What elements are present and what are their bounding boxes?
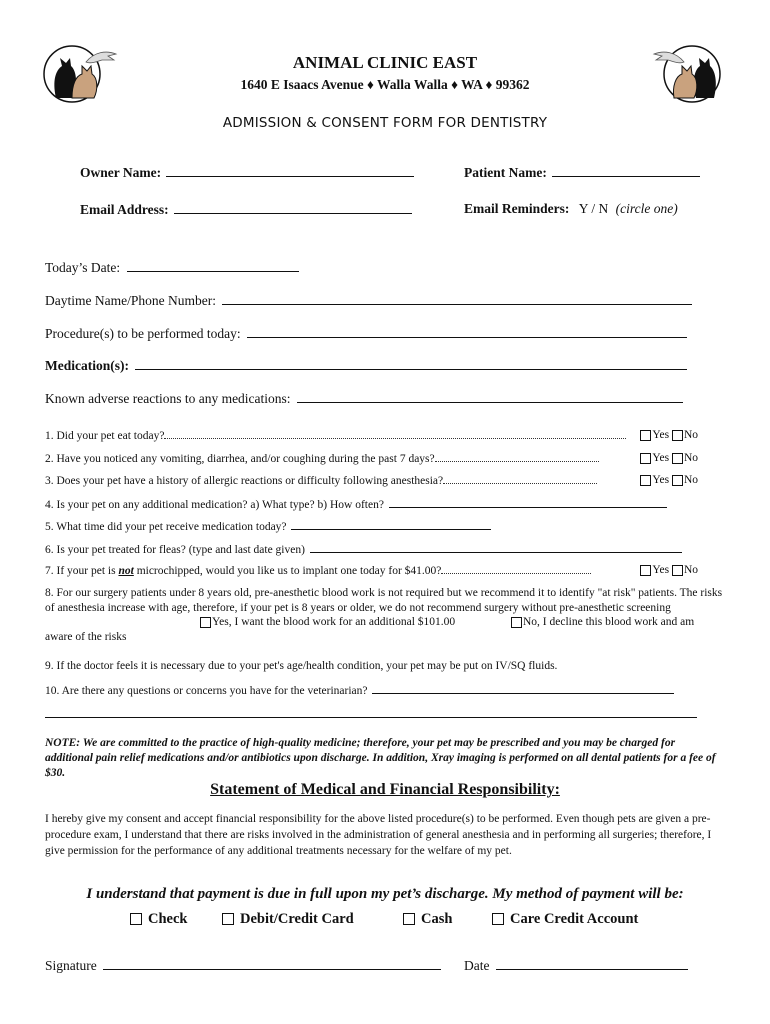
q3-yes-label: Yes — [652, 474, 670, 486]
payment-care-credit-checkbox[interactable] — [492, 913, 504, 925]
statement-title: Statement of Medical and Financial Responsibility: — [210, 781, 560, 798]
question-6-line[interactable] — [310, 542, 682, 553]
q8-tail: aware of the risks — [45, 631, 127, 643]
q8-yes-checkbox[interactable] — [200, 617, 211, 628]
q1-yes-checkbox[interactable] — [640, 430, 651, 441]
payment-check-label: Check — [148, 911, 188, 927]
owner-name-field — [80, 164, 414, 181]
question-9: 9. If the doctor feels it is necessary due to your pet's age/health condition, your pet may be put on IV/SQ fluids. — [45, 660, 558, 672]
email-reminders-options[interactable]: Y / N — [578, 201, 609, 216]
question-1 — [45, 429, 626, 442]
clinic-address: 1640 E Isaacs Avenue ♦ Walla Walla ♦ WA ♦ 99362 — [240, 77, 530, 92]
note-text: NOTE: We are committed to the practice of high-quality medicine; therefore, your pet may be prescribed and you may be charged for additional pain relief medications and/or antibiotics upon discharge. In addition, Xray imaging is performed on all dental patients for a fee of $30. — [45, 737, 716, 779]
medications-line[interactable] — [135, 357, 687, 370]
procedures-label: Procedure(s) to be performed today: — [45, 326, 241, 341]
patient-name-line[interactable] — [552, 164, 700, 177]
date-label: Date — [464, 958, 490, 973]
medications-label: Medication(s): — [45, 358, 129, 373]
email-address-field — [80, 201, 412, 218]
question-2 — [45, 452, 599, 465]
question-4-text: 4. Is your pet on any additional medication? a) What type? b) How often? — [45, 499, 384, 511]
owner-name-label: Owner Name: — [80, 165, 162, 180]
signature-line[interactable] — [103, 957, 441, 970]
q8-yes-label: Yes, I want the blood work for an additional $101.00 — [212, 616, 456, 628]
q7-no-label: No — [683, 564, 698, 576]
email-address-label: Email Address: — [80, 202, 169, 217]
question-3-options — [640, 474, 698, 486]
question-1-text: 1. Did your pet eat today? — [45, 430, 165, 442]
email-reminders-hint: (circle one) — [615, 201, 678, 216]
q3-yes-checkbox[interactable] — [640, 475, 651, 486]
question-10 — [45, 683, 674, 697]
daytime-phone-field — [45, 292, 692, 309]
question-2-text: 2. Have you noticed any vomiting, diarrhea, and/or coughing during the past 7 days? — [45, 453, 435, 465]
owner-name-line[interactable] — [166, 164, 414, 177]
question-1-options — [640, 429, 698, 441]
payment-care-credit-option[interactable] — [492, 911, 638, 928]
question-7-not: not — [118, 565, 134, 577]
payment-cash-option[interactable] — [403, 911, 452, 928]
payment-card-option[interactable] — [222, 911, 354, 928]
question-2-options — [640, 452, 698, 464]
question-7 — [45, 564, 591, 577]
daytime-phone-line[interactable] — [222, 292, 692, 305]
q8-no-option — [511, 616, 694, 628]
payment-cash-checkbox[interactable] — [403, 913, 415, 925]
question-6 — [45, 542, 682, 556]
clinic-name: ANIMAL CLINIC EAST — [292, 53, 478, 72]
adverse-reactions-line[interactable] — [297, 390, 683, 403]
date-field — [464, 957, 688, 974]
q3-no-label: No — [683, 474, 698, 486]
date-line[interactable] — [496, 957, 688, 970]
question-10-text: 10. Are there any questions or concerns you have for the veterinarian? — [45, 685, 368, 697]
q2-yes-label: Yes — [652, 452, 670, 464]
q8-no-checkbox[interactable] — [511, 617, 522, 628]
question-7-options — [640, 564, 698, 576]
signature-label: Signature — [45, 958, 97, 973]
q1-no-checkbox[interactable] — [672, 430, 683, 441]
payment-card-checkbox[interactable] — [222, 913, 234, 925]
payment-title: I understand that payment is due in full upon my pet’s discharge. My method of payment will be: — [86, 886, 684, 902]
procedures-line[interactable] — [247, 325, 687, 338]
todays-date-field — [45, 259, 299, 276]
question-5-line[interactable] — [291, 519, 491, 530]
q3-no-checkbox[interactable] — [672, 475, 683, 486]
q2-yes-checkbox[interactable] — [640, 453, 651, 464]
question-8-text: 8. For our surgery patients under 8 years old, pre-anesthetic blood work is not required but we recommend it to identify "at risk" patients. The risks of anesthesia increase with age, therefore, if your pet is 8 years or older, we do not recommend surgery without pre-anesthetic screening — [45, 587, 723, 614]
q7-yes-label: Yes — [652, 564, 670, 576]
question-4 — [45, 497, 667, 511]
medications-field — [45, 357, 687, 374]
payment-care-credit-label: Care Credit Account — [510, 911, 639, 927]
question-5-text: 5. What time did your pet receive medication today? — [45, 521, 287, 533]
question-7-text-pre: 7. If your pet is — [45, 565, 119, 577]
question-7-text-post: microchipped, would you like us to implant one today for $41.00? — [133, 565, 442, 577]
q8-yes-option — [200, 616, 455, 628]
q1-yes-label: Yes — [652, 429, 670, 441]
todays-date-line[interactable] — [127, 259, 299, 272]
question-3-text: 3. Does your pet have a history of allergic reactions or difficulty following anesthesia? — [45, 475, 444, 487]
statement-body: I hereby give my consent and accept financial responsibility for the above listed procedure(s) to be performed. Even though pets are given a pre-procedure exam, I understand that there are risks involved in the administration of general anesthesia and in performing all surgeries; therefore, I give permission for the performance of any additional treatments necessary for the welfare of my pet. — [45, 813, 712, 857]
question-10-extra-line[interactable] — [45, 705, 697, 718]
todays-date-label: Today’s Date: — [45, 260, 121, 275]
payment-check-checkbox[interactable] — [130, 913, 142, 925]
q8-no-label: No, I decline this blood work and am — [523, 616, 695, 628]
signature-field — [45, 957, 441, 974]
question-4-line[interactable] — [389, 497, 667, 508]
email-reminders-field — [464, 201, 678, 217]
q7-no-checkbox[interactable] — [672, 565, 683, 576]
payment-check-option[interactable] — [130, 911, 187, 928]
payment-card-label: Debit/Credit Card — [240, 911, 354, 927]
patient-name-field — [464, 164, 700, 181]
email-reminders-label: Email Reminders: — [464, 201, 570, 216]
adverse-reactions-label: Known adverse reactions to any medications: — [45, 391, 291, 406]
patient-name-label: Patient Name: — [464, 165, 547, 180]
procedures-field — [45, 325, 687, 342]
question-6-text: 6. Is your pet treated for fleas? (type and last date given) — [45, 544, 305, 556]
daytime-phone-label: Daytime Name/Phone Number: — [45, 293, 216, 308]
payment-cash-label: Cash — [421, 911, 453, 927]
question-10-line[interactable] — [372, 683, 674, 694]
q1-no-label: No — [683, 429, 698, 441]
q2-no-label: No — [683, 452, 698, 464]
question-3 — [45, 474, 597, 487]
form-title: ADMISSION & CONSENT FORM FOR DENTISTRY — [222, 115, 548, 131]
adverse-reactions-field — [45, 390, 683, 407]
q2-no-checkbox[interactable] — [672, 453, 683, 464]
email-address-line[interactable] — [174, 201, 412, 214]
question-5 — [45, 519, 491, 533]
q7-yes-checkbox[interactable] — [640, 565, 651, 576]
